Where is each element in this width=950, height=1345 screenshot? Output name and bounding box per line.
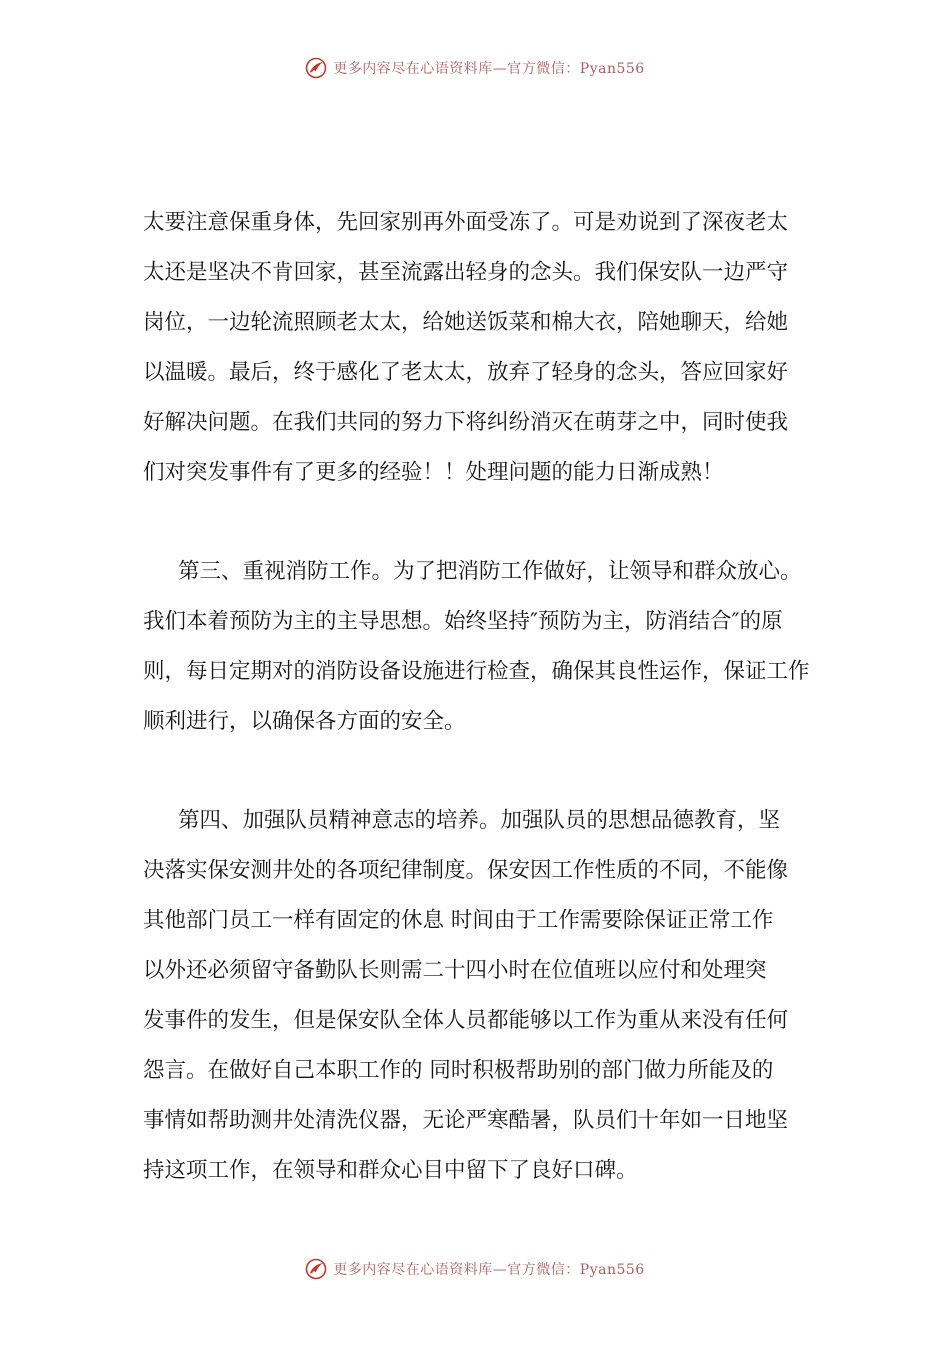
footer-banner-text: 更多内容尽在心语资料库—官方微信：Pyan556 bbox=[333, 1262, 645, 1278]
text-line: 则，每日定期对的消防设备设施进行检查，确保其良性运作，保证工作 bbox=[143, 659, 810, 684]
text-line: 其他部门员工一样有固定的休息 时间由于工作需要除保证正常工作 bbox=[143, 908, 774, 933]
text-line: 决落实保安测井处的各项纪律制度。保安因工作性质的不同，不能像 bbox=[143, 858, 789, 883]
text-line: 以温暖。最后，终于感化了老太太，放弃了轻身的念头，答应回家好 bbox=[143, 360, 789, 385]
header-banner bbox=[0, 54, 950, 82]
text-line: 发事件的发生，但是保安队全体人员都能够以工作为重从来没有任何 bbox=[143, 1008, 789, 1033]
text-line: 第三、重视消防工作。为了把消防工作做好，让领导和群众放心。 bbox=[178, 559, 802, 584]
brand-logo-icon bbox=[305, 1258, 327, 1280]
text-line: 我们本着预防为主的主导思想。始终坚持″预防为主，防消结合″的原 bbox=[143, 609, 783, 634]
text-line: 太还是坚决不肯回家，甚至流露出轻身的念头。我们保安队一边严守 bbox=[143, 260, 789, 285]
text-line: 持这项工作，在领导和群众心目中留下了良好口碑。 bbox=[143, 1158, 638, 1183]
header-banner-text: 更多内容尽在心语资料库—官方微信：Pyan556 bbox=[333, 61, 645, 77]
brand-logo-icon bbox=[305, 57, 327, 79]
text-line: 岗位，一边轮流照顾老太太，给她送饭菜和棉大衣，陪她聊天，给她 bbox=[143, 310, 789, 335]
text-line: 以外还必须留守备勤队长则需二十四小时在位值班以应付和处理突 bbox=[143, 958, 767, 983]
text-line: 太要注意保重身体，先回家别再外面受冻了。可是劝说到了深夜老太 bbox=[143, 210, 789, 235]
text-line: 事情如帮助测井处清洗仪器，无论严寒酷暑，队员们十年如一日地坚 bbox=[143, 1108, 789, 1133]
text-line: 们对突发事件有了更多的经验！！处理问题的能力日渐成熟！ bbox=[143, 460, 724, 485]
footer-banner bbox=[0, 1255, 950, 1283]
text-line: 顺利进行，以确保各方面的安全。 bbox=[143, 709, 466, 734]
text-line: 第四、加强队员精神意志的培养。加强队员的思想品德教育，坚 bbox=[178, 808, 781, 833]
text-line: 怨言。在做好自己本职工作的 同时积极帮助别的部门做力所能及的 bbox=[143, 1058, 774, 1083]
text-line: 好解决问题。在我们共同的努力下将纠纷消灭在萌芽之中，同时使我 bbox=[143, 410, 789, 435]
